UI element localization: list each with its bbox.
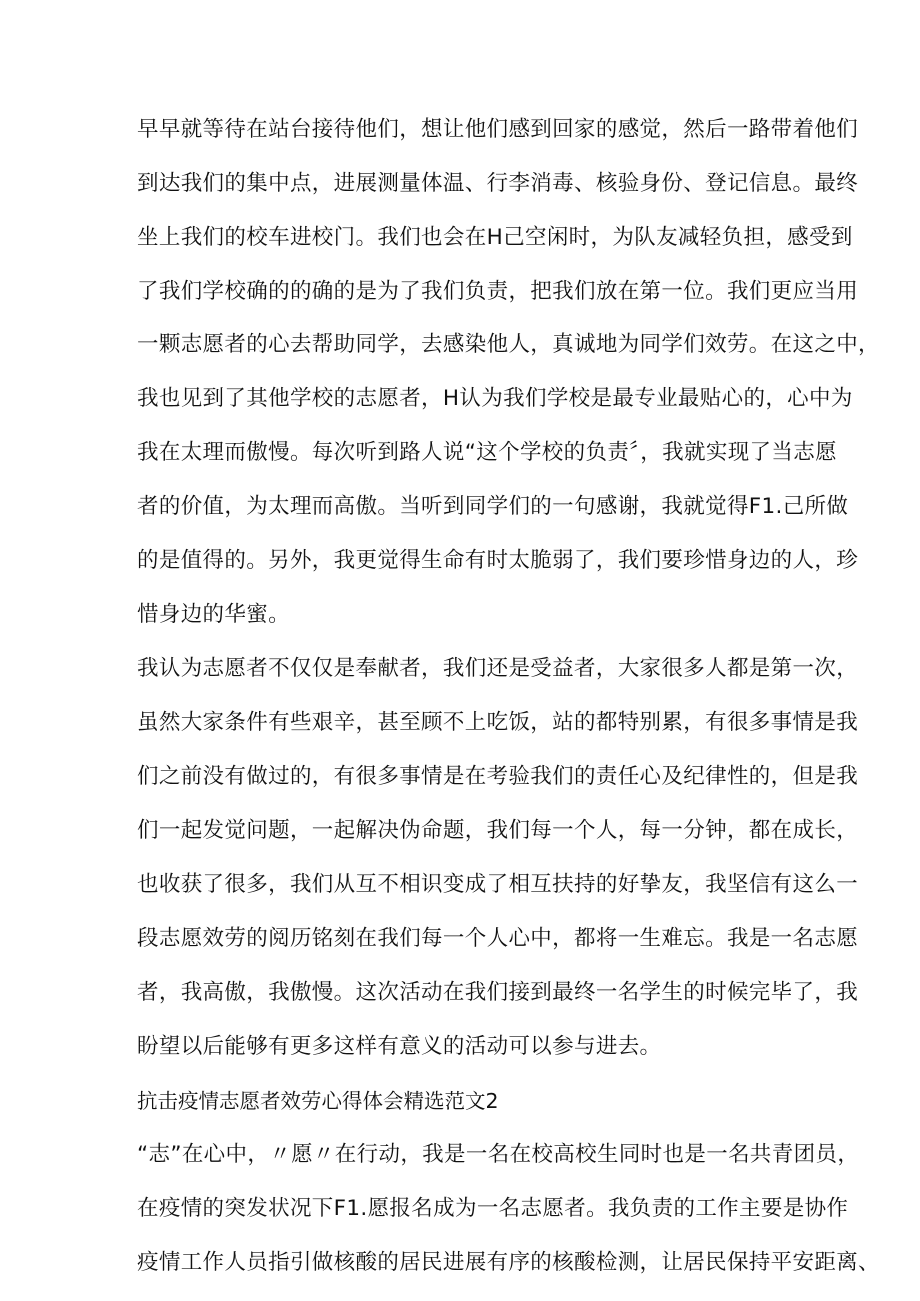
text-line: 了我们学校确的的确的是为了我们负责，把我们放在第一位。我们更应当用 — [137, 279, 859, 304]
text-line: “志”在心中，〃愿〃在行动，我是一名在校高校生同时也是一名共青团员， — [137, 1142, 860, 1167]
text-line: 早早就等待在站台接待他们，想让他们感到回家的感觉，然后一路带着他们 — [137, 117, 859, 142]
text-line: 者的价值，为太理而高傲。当听到同学们的一句感谢，我就觉得F1.己所做 — [137, 494, 849, 519]
text-line: 虽然大家条件有些艰辛，甚至顾不上吃饭，站的都特别累，有很多事情是我 — [137, 710, 859, 735]
text-line: 惜身边的华蜜。 — [137, 602, 290, 627]
text-line: 也收获了很多，我们从互不相识变成了相互扶持的好挚友，我坚信有这么一 — [137, 872, 859, 897]
text-line: 一颗志愿者的心去帮助同学，去感染他人，真诚地为同学们效劳。在这之中， — [137, 332, 880, 357]
text-line: 在疫情的突发状况下F1.愿报名成为一名志愿者。我负责的工作主要是协作 — [137, 1196, 849, 1221]
text-line: 我也见到了其他学校的志愿者，H认为我们学校是最专业最贴心的，心中为 — [137, 386, 853, 411]
text-line: 疫情工作人员指引做核酸的居民进展有序的核酸检测，让居民保持平安距离、 — [137, 1250, 880, 1275]
text-line: 坐上我们的校车进校门。我们也会在H己空闲时，为队友减轻负担，感受到 — [137, 225, 853, 250]
text-line: 我认为志愿者不仅仅是奉献者，我们还是受益者，大家很多人都是第一次， — [137, 656, 859, 681]
text-line: 段志愿效劳的阅历铭刻在我们每一个人心中，都将一生难忘。我是一名志愿 — [137, 926, 859, 951]
text-line: 们之前没有做过的，有很多事情是在考验我们的责任心及纪律性的，但是我 — [137, 764, 859, 789]
text-line: 盼望以后能够有更多这样有意义的活动可以参与进去。 — [137, 1034, 662, 1059]
text-line: 们一起发觉问题，一起解决伪命题，我们每一个人，每一分钟，都在成长， — [137, 818, 859, 843]
text-line: 的是值得的。另外，我更觉得生命有时太脆弱了，我们要珍惜身边的人，珍 — [137, 548, 859, 573]
text-line: 我在太理而傲慢。每次听到路人说“这个学校的负责〞，我就实现了当志愿 — [137, 440, 837, 465]
section-heading: 抗击疫情志愿者效劳心得体会精选范文2 — [137, 1089, 499, 1113]
text-line: 到达我们的集中点，进展测量体温、行李消毒、核验身份、登记信息。最终 — [137, 171, 859, 196]
text-line: 者，我高傲，我傲慢。这次活动在我们接到最终一名学生的时候完毕了，我 — [137, 980, 859, 1005]
